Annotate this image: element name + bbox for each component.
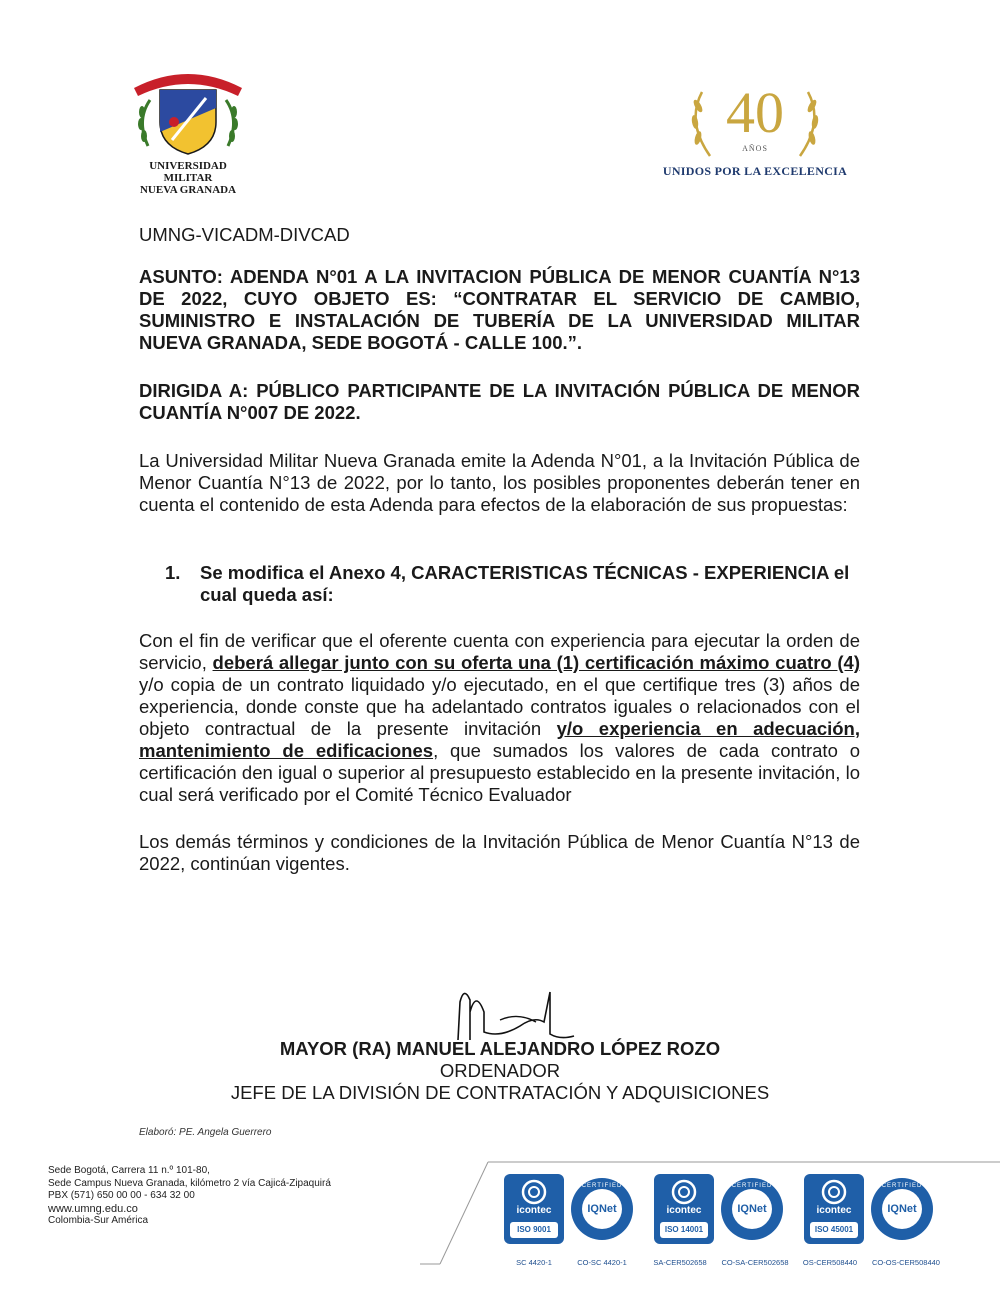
handwritten-signature	[440, 982, 580, 1044]
prepared-by: Elaboró: PE. Angela Guerrero	[139, 1127, 272, 1138]
badge-label: IQNet	[587, 1203, 617, 1215]
paragraph-text-1: Con el fin de verificar que el oferente cuenta con experiencia para ejecutar la orden de servicio,	[139, 630, 860, 673]
university-crest-icon	[128, 60, 248, 160]
anniversary-number: 40	[726, 80, 784, 145]
certification-code: CO-SC 4420-1	[577, 1258, 627, 1267]
badge-label: IQNet	[887, 1203, 917, 1215]
anniversary-years: AÑOS	[742, 144, 768, 153]
iqnet-badge	[870, 1174, 934, 1244]
icontec-iso9001-badge	[502, 1174, 566, 1244]
paragraph-underlined-1: deberá allegar junto con su oferta una (1) certificación máximo cuatro (4)	[212, 652, 860, 673]
icontec-iso14001-badge	[652, 1174, 716, 1244]
closing-paragraph: Los demás términos y condiciones de la Invitación Pública de Menor Cuantía N°13 de 2022, continúan vigentes.	[139, 831, 860, 874]
experience-paragraph	[139, 630, 860, 806]
list-item-text: Se modifica el Anexo 4, CARACTERISTICAS TÉCNICAS - EXPERIENCIA el cual queda así:	[200, 562, 850, 605]
icontec-iso45001-badge	[802, 1174, 866, 1244]
certification-code: SA-CER502658	[653, 1258, 707, 1267]
badge-standard: CERTIFIED	[731, 1183, 773, 1189]
signer-role: ORDENADOR	[439, 1060, 561, 1081]
intro-paragraph: La Universidad Militar Nueva Granada emite la Adenda N°01, a la Invitación Pública de Menor Cuantía N°13 de 2022, por lo tanto, los posibles proponentes deberán tener en cuenta el contenido de esta Adenda para efectos de la elaboración de sus propuestas:	[139, 450, 860, 515]
university-name-line2: NUEVA GRANADA	[139, 184, 237, 196]
region-text: Colombia-Sur América	[48, 1215, 149, 1226]
badge-label: icontec	[666, 1205, 702, 1216]
iqnet-badge	[570, 1174, 634, 1244]
footer-address	[48, 1165, 331, 1228]
certification-code: SC 4420-1	[516, 1258, 552, 1267]
badge-standard: ISO 14001	[664, 1225, 704, 1234]
badge-standard: CERTIFIED	[881, 1183, 923, 1189]
list-item	[165, 562, 860, 606]
badge-standard: ISO 45001	[814, 1225, 854, 1234]
signer-name: MAYOR (RA) MANUEL ALEJANDRO LÓPEZ ROZO	[279, 1038, 721, 1059]
anniversary-logo	[640, 82, 870, 182]
university-name-line1: UNIVERSIDAD MILITAR	[149, 160, 227, 184]
badge-standard: ISO 9001	[517, 1225, 551, 1234]
certification-code: CO-OS-CER508440	[872, 1258, 940, 1267]
badge-label: IQNet	[737, 1203, 767, 1215]
certification-code: CO-SA-CER502658	[721, 1258, 789, 1267]
address-line: PBX (571) 650 00 00 - 634 32 00	[48, 1190, 195, 1201]
signer-department: JEFE DE LA DIVISIÓN DE CONTRATACIÓN Y ADQUISICIONES	[230, 1082, 770, 1103]
badge-label: icontec	[816, 1205, 852, 1216]
badge-standard: CERTIFIED	[581, 1183, 623, 1189]
document-reference: UMNG-VICADM-DIVCAD	[139, 224, 350, 245]
certification-code: OS-CER508440	[802, 1258, 858, 1267]
paragraph-text-2: y/o copia de un contrato liquidado y/o ejecutado, en el que certifique tres (3) años de experiencia, donde conste que ha adelantado contratos iguales o relacionados con el objeto contractual de la presente invitación	[139, 674, 860, 739]
paragraph-text-3: , que sumados los valores de cada contrato o certificación den igual o superior al presupuesto establecido en la presente invitación, lo cual será verificado por el Comité Técnico Evaluador	[139, 740, 860, 805]
list-item-number: 1.	[165, 562, 181, 583]
university-logo	[128, 60, 248, 196]
paragraph-underlined-2: y/o experiencia en adecuación, mantenimiento de edificaciones	[139, 718, 860, 761]
anniversary-slogan: UNIDOS POR LA EXCELENCIA	[662, 164, 848, 178]
website-link[interactable]: www.umng.edu.co	[48, 1202, 138, 1215]
address-line: Sede Campus Nueva Granada, kilómetro 2 vía Cajicá-Zipaquirá	[48, 1177, 331, 1189]
addressed-to-heading: DIRIGIDA A: PÚBLICO PARTICIPANTE DE LA INVITACIÓN PÚBLICA DE MENOR CUANTÍA N°007 DE 2022.	[139, 380, 860, 423]
address-line: Sede Bogotá, Carrera 11 n.º 101-80,	[48, 1165, 210, 1176]
badge-label: icontec	[516, 1205, 552, 1216]
iqnet-badge	[720, 1174, 784, 1244]
subject-heading: ASUNTO: ADENDA N°01 A LA INVITACION PÚBLICA DE MENOR CUANTÍA N°13 DE 2022, CUYO OBJETO ES: “CONTRATAR EL SERVICIO DE CAMBIO, SUMINISTRO E INSTALACIÓN DE TUBERÍA DE LA UNIVERSIDAD MILITAR NUEVA GRANADA, SEDE BOGOTÁ - CALLE 100.”.	[139, 266, 860, 353]
